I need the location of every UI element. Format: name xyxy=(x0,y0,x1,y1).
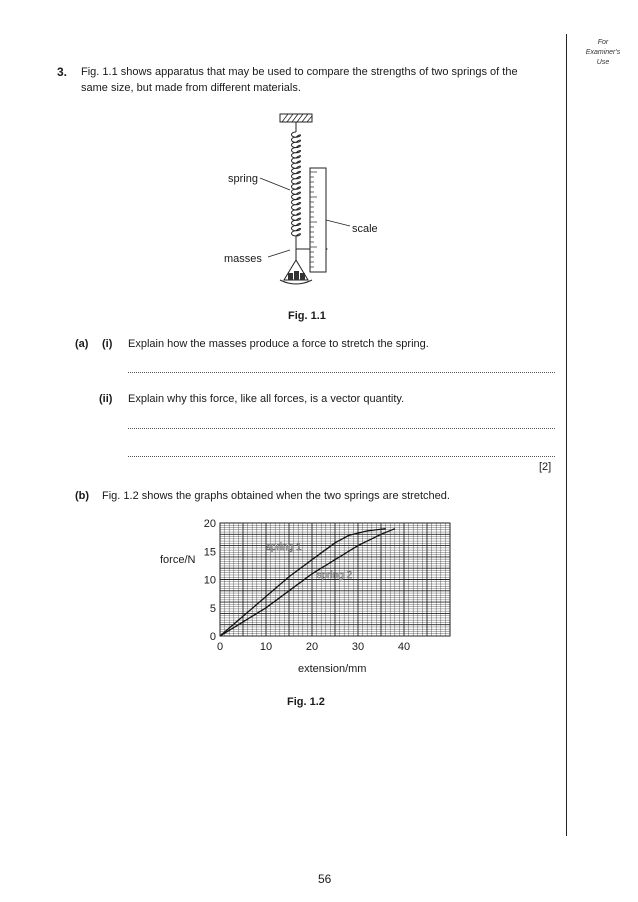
part-a-ii-label: (ii) xyxy=(99,393,113,405)
series-label-spring-2: spring 2 xyxy=(316,569,353,581)
scale-ruler xyxy=(310,168,326,272)
figure-1-2-caption: Fig. 1.2 xyxy=(287,696,325,708)
y-axis-label: force/N xyxy=(160,554,196,566)
spring xyxy=(292,132,301,236)
answer-line-a-i[interactable] xyxy=(128,362,555,373)
scale-leader-line xyxy=(326,220,350,226)
y-tick-label: 20 xyxy=(203,518,216,530)
page-number: 56 xyxy=(318,872,332,886)
figure-1-1-caption: Fig. 1.1 xyxy=(288,310,326,322)
x-axis-label: extension/mm xyxy=(298,663,367,675)
spring-leader-line xyxy=(260,178,290,190)
y-tick-label: 5 xyxy=(209,602,216,615)
label-spring: spring xyxy=(228,173,258,185)
spring-apparatus-diagram xyxy=(210,110,400,290)
part-a-i-label: (i) xyxy=(102,338,113,350)
part-b-label: (b) xyxy=(75,490,90,502)
question-number: 3. xyxy=(57,65,68,79)
examiner-note-line: Examiner's xyxy=(585,49,621,56)
part-b-text: Fig. 1.2 shows the graphs obtained when the two springs are stretched. xyxy=(102,490,450,502)
masses-leader-line xyxy=(268,250,290,257)
examiner-note-line: For xyxy=(597,39,609,46)
label-masses: masses xyxy=(224,253,262,265)
x-tick-label: 20 xyxy=(305,641,319,653)
part-a-label: (a) xyxy=(75,338,89,350)
examiner-use-note xyxy=(568,38,638,68)
examiner-margin-rule xyxy=(566,34,567,836)
force-extension-chart xyxy=(140,515,470,685)
marks-a: [2] xyxy=(539,461,552,473)
examiner-note-line: Use xyxy=(596,59,610,66)
x-tick-label: 40 xyxy=(397,641,411,653)
part-a-i-text: Explain how the masses produce a force to stretch the spring. xyxy=(128,338,429,350)
label-scale: scale xyxy=(352,223,378,235)
y-tick-label: 10 xyxy=(203,574,216,587)
masses xyxy=(288,271,305,280)
y-tick-label: 15 xyxy=(203,546,216,559)
answer-line-a-ii-1[interactable] xyxy=(128,418,555,429)
y-tick-label: 0 xyxy=(209,631,216,643)
mass-hanger-base xyxy=(280,280,312,284)
question-intro-line-1: Fig. 1.1 shows apparatus that may be used to compare the strengths of two springs of the xyxy=(81,66,518,78)
series-label-spring-1: spring 1 xyxy=(266,542,302,554)
x-tick-label: 30 xyxy=(351,641,365,653)
part-a-ii-text: Explain why this force, like all forces, is a vector quantity. xyxy=(128,393,405,405)
question-intro-line-2: same size, but made from different materials. xyxy=(81,82,301,94)
answer-line-a-ii-2[interactable] xyxy=(128,446,555,457)
x-tick-label: 10 xyxy=(259,641,273,653)
x-tick-label: 0 xyxy=(216,641,224,653)
